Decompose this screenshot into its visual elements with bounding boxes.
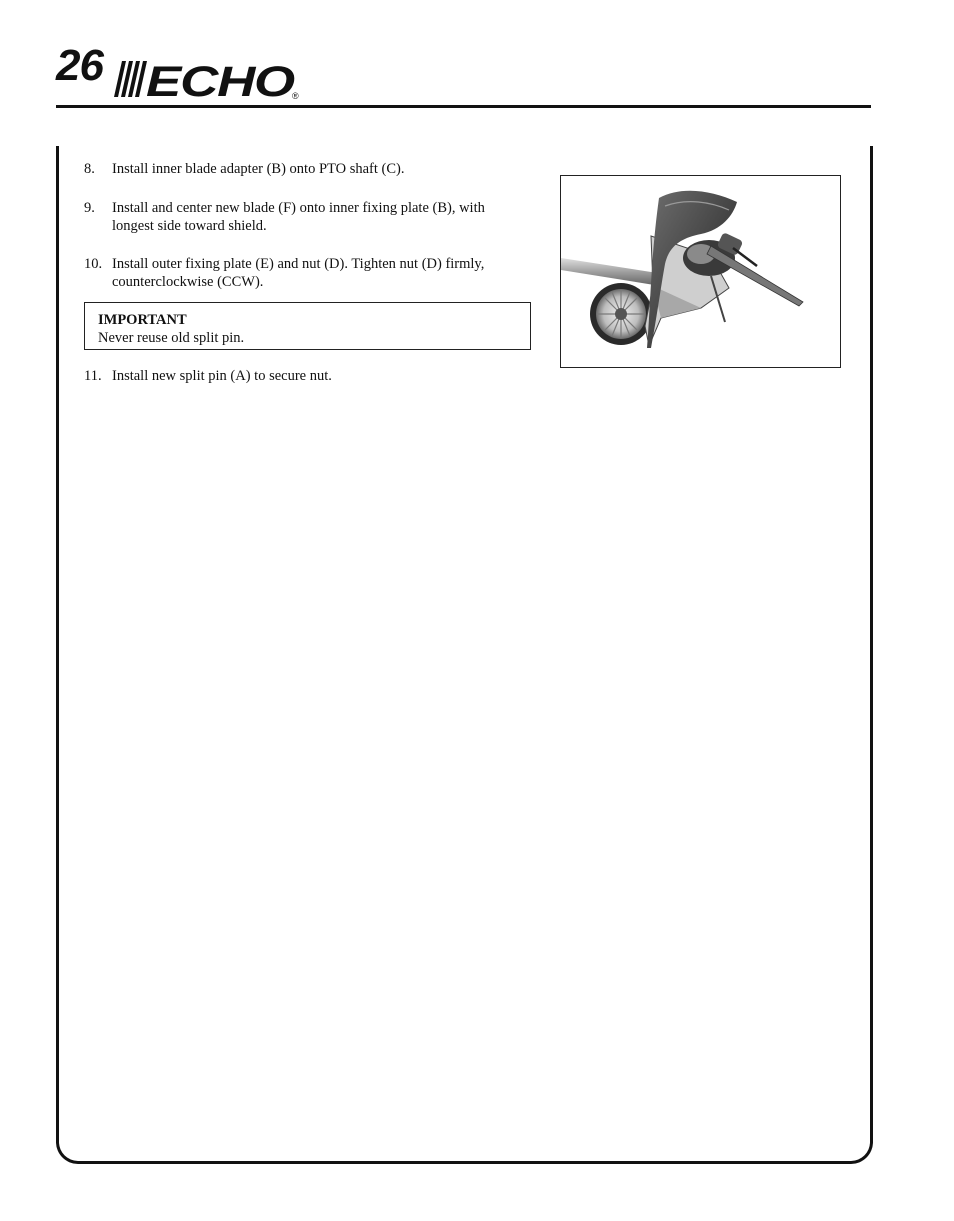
- echo-logo-text: ECHO: [146, 58, 295, 101]
- step-10: [84, 255, 534, 291]
- step-9: [84, 199, 534, 235]
- page-number: 26: [56, 41, 103, 90]
- edger-blade-figure: [560, 175, 841, 368]
- step-text-line: longest side toward shield.: [112, 218, 267, 234]
- step-text-line: Install and center new blade (F) onto inner fixing plate (B), with: [112, 200, 485, 216]
- step-text-line: counterclockwise (CCW).: [112, 274, 264, 290]
- step-11: [84, 367, 534, 385]
- step-text: Install new split pin (A) to secure nut.: [112, 368, 332, 384]
- edger-illustration: [561, 176, 840, 367]
- important-body: Never reuse old split pin.: [98, 330, 245, 346]
- step-number: 10.: [84, 256, 103, 272]
- step-text-line: Install outer fixing plate (E) and nut (D). Tighten nut (D) firmly,: [112, 256, 485, 272]
- step-number: 8.: [84, 161, 95, 177]
- header-rule: [56, 105, 871, 108]
- step-8: [84, 160, 534, 178]
- registered-mark: ®: [292, 91, 299, 101]
- important-notice: [84, 302, 531, 350]
- step-text: [112, 255, 534, 291]
- important-title: IMPORTANT: [98, 312, 187, 328]
- step-number: 11.: [84, 368, 102, 384]
- step-text: Install inner blade adapter (B) onto PTO shaft (C).: [112, 161, 405, 177]
- step-text: [112, 199, 534, 235]
- echo-logo: [112, 57, 302, 101]
- step-number: 9.: [84, 200, 95, 216]
